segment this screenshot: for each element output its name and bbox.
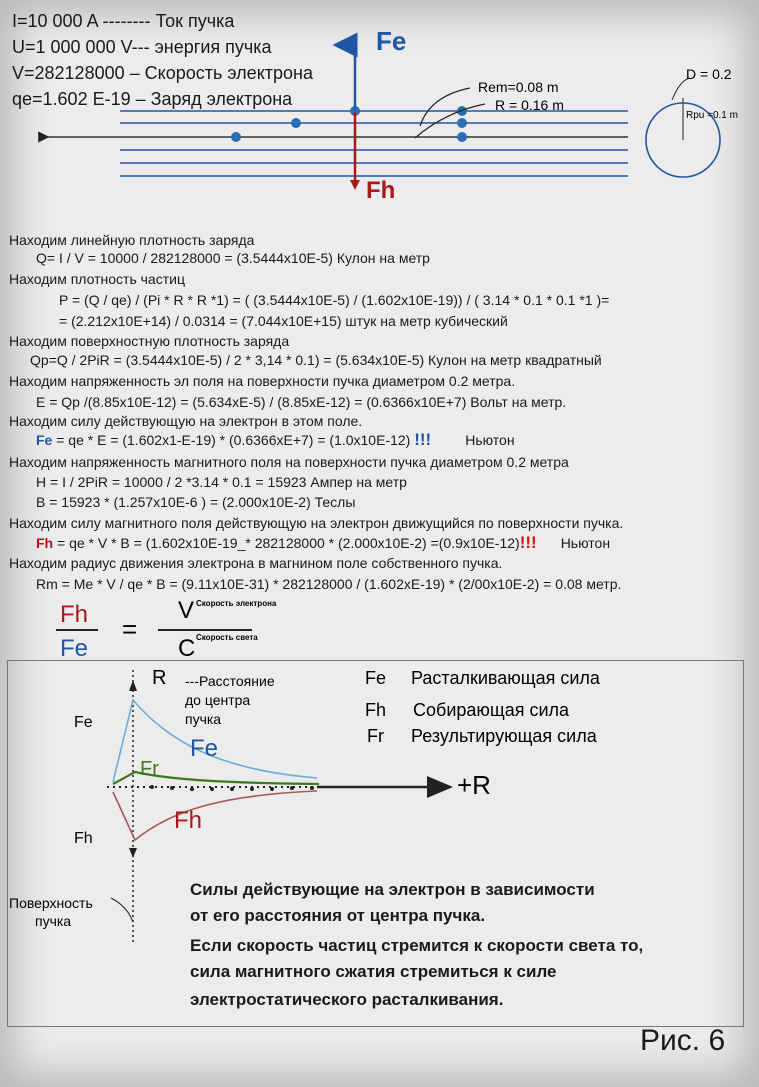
calc-line-10: Находим силу действующую на электрон в этом поле. bbox=[9, 413, 363, 429]
fh-axis-label: Fh bbox=[74, 830, 93, 847]
ratio-c-sub: Скорость света bbox=[196, 633, 258, 642]
note-line-2: от его расстояния от центра пучка. bbox=[190, 906, 486, 925]
rpu-label: Rpu =0.1 m bbox=[686, 110, 738, 121]
fh-formula-label: Fh bbox=[36, 535, 54, 551]
rem-label: Rem=0.08 m bbox=[478, 79, 559, 95]
beam-lines bbox=[48, 111, 628, 176]
param-velocity: V=282128000 – Скорость электрона bbox=[12, 63, 313, 83]
ratio-fe: Fe bbox=[60, 635, 89, 662]
param-current: I=10 000 A -------- Ток пучка bbox=[12, 11, 235, 31]
calc-line-2: Q= I / V = 10000 / 282128000 = (3.5444x10E-5) Кулон на метр bbox=[36, 250, 430, 266]
calc-line-6: Находим поверхностную плотность заряда bbox=[9, 333, 290, 349]
legend-fe-key: Fe bbox=[365, 668, 387, 688]
legend-fr-label: Результирующая сила bbox=[411, 726, 597, 746]
fe-axis-label: Fe bbox=[74, 714, 93, 731]
ratio-v-sub: Скорость электрона bbox=[196, 599, 277, 608]
fh-emphasis: !!! bbox=[519, 533, 537, 552]
surface-label-2: пучка bbox=[35, 913, 72, 929]
r-description-3: пучка bbox=[185, 711, 222, 727]
fe-label: Fe bbox=[376, 26, 407, 56]
calc-line-17: Находим радиус движения электрона в магнином поле собственного пучка. bbox=[9, 555, 503, 571]
ratio-fh: Fh bbox=[60, 601, 89, 628]
ratio-c: C bbox=[178, 635, 196, 662]
note-line-3: Если скорость частиц стремится к скорости света то, bbox=[190, 936, 644, 955]
legend-fe-label: Расталкивающая сила bbox=[411, 668, 600, 688]
fe-formula-label: Fe bbox=[36, 432, 53, 448]
note-line-1: Силы действующие на электрон в зависимости bbox=[190, 880, 595, 899]
legend-fh-key: Fh bbox=[365, 700, 387, 720]
calc-line-8: Находим напряженность эл поля на поверхности пучка диаметром 0.2 метра. bbox=[9, 373, 516, 389]
r-label: R = 0.16 m bbox=[495, 97, 564, 113]
r-symbol: R bbox=[152, 667, 167, 689]
fh-label: Fh bbox=[366, 177, 396, 204]
beam-diagram bbox=[0, 0, 759, 210]
fh-curve bbox=[113, 791, 317, 840]
calc-line-12: Находим напряженность магнитного поля на поверхности пучка диаметром 0.2 метра bbox=[9, 454, 569, 470]
fe-curve-label: Fe bbox=[190, 735, 219, 762]
d-label: D = 0.2 bbox=[686, 66, 732, 82]
legend bbox=[365, 668, 601, 746]
r-description-1: ---Расстояние bbox=[185, 673, 275, 689]
calc-line-7: Qp=Q / 2PiR = (3.5444x10E-5) / 2 * 3,14 * 0.1) = (5.634x10E-5) Кулон на метр квадратный bbox=[30, 352, 602, 368]
calc-line-15: Находим силу магнитного поля действующую на электрон движущийся по поверхности пучка. bbox=[9, 515, 624, 531]
calc-line-13: H = I / 2PiR = 10000 / 2 *3.14 * 0.1 = 15923 Ампер на метр bbox=[36, 474, 407, 490]
r-description-2: до центра bbox=[185, 692, 251, 708]
calc-line-4: P = (Q / qe) / (Pi * R * R *1) = ( (3.5444x10E-5) / (1.602x10E-19)) / ( 3.14 * 0.1 * 0.1 *1 )= bbox=[59, 292, 610, 308]
figure-label: Рис. 6 bbox=[640, 1024, 726, 1057]
calc-line-5: = (2.212x10E+14) / 0.0314 = (7.044x10E+15) штук на метр кубический bbox=[59, 313, 508, 329]
calc-line-16: Fh = qe * V * B = (1.602x10E-19_* 282128000 * (2.000x10E-2) =(0.9x10E-12)!!! Ньютон bbox=[36, 533, 611, 552]
calc-line-18: Rm = Me * V / qe * B = (9.11x10E-31) * 282128000 / (1.602xE-19) * (2/00x10E-2) = 0.08 метр. bbox=[36, 576, 622, 592]
note-line-5: электростатического расталкивания. bbox=[190, 990, 504, 1009]
calc-line-14: B = 15923 * (1.257x10E-6 ) = (2.000x10E-2) Теслы bbox=[36, 494, 356, 510]
calc-line-11: Fe = qe * E = (1.602x1-E-19) * (0.6366xE+7) = (1.0x10E-12) !!! Ньютон bbox=[36, 430, 515, 449]
param-energy: U=1 000 000 V--- энергия пучка bbox=[12, 37, 272, 57]
ratio-equals: = bbox=[122, 614, 138, 644]
fr-curve-label: Fr bbox=[140, 758, 159, 780]
param-charge: qe=1.602 E-19 – Заряд электрона bbox=[12, 89, 293, 109]
ratio-v: V bbox=[178, 597, 195, 624]
surface-label-1: Поверхность bbox=[9, 895, 93, 911]
plus-r-label: +R bbox=[457, 770, 491, 800]
legend-fr-key: Fr bbox=[367, 726, 384, 746]
fh-curve-label: Fh bbox=[174, 807, 203, 834]
calc-line-1: Находим линейную плотность заряда bbox=[9, 232, 255, 248]
note-line-4: сила магнитного сжатия стремиться к силе bbox=[190, 962, 557, 981]
fe-emphasis: !!! bbox=[414, 430, 432, 449]
ratio-formula bbox=[40, 592, 300, 664]
calc-line-3: Находим плотность частиц bbox=[9, 271, 185, 287]
calc-line-9: E = Qp /(8.85x10E-12) = (5.634xE-5) / (8.85xE-12) = (0.6366x10E+7) Вольт на метр. bbox=[36, 394, 567, 410]
legend-fh-label: Собирающая сила bbox=[413, 700, 570, 720]
